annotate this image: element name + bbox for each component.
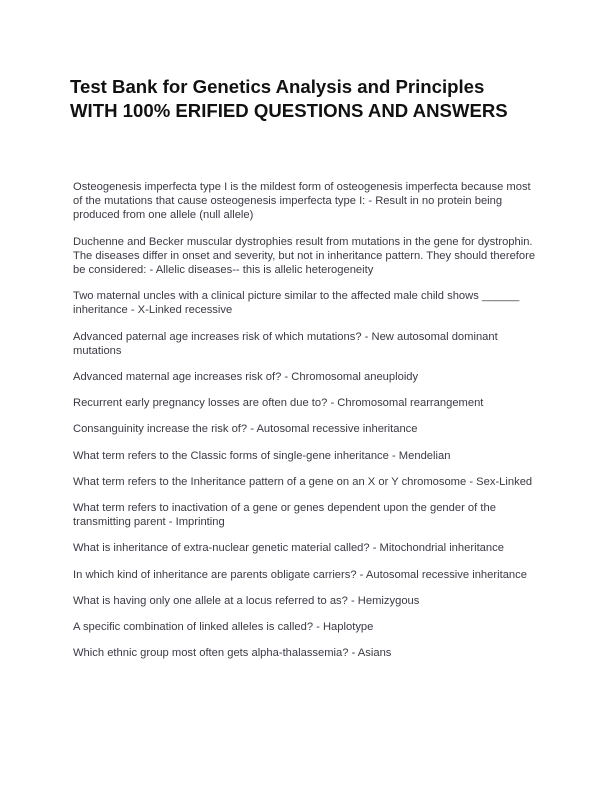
- qa-item: Osteogenesis imperfecta type I is the mildest form of osteogenesis imperfecta because most of the mutations that cause osteogenesis imperfecta type I: - Result in no protein being produced from one allele (null allele): [73, 181, 531, 222]
- qa-item: Consanguinity increase the risk of? - Autosomal recessive inheritance: [73, 423, 418, 436]
- qa-item: What term refers to inactivation of a gene or genes dependent upon the gender of the transmitting parent - Imprinting: [73, 502, 496, 529]
- qa-item: Two maternal uncles with a clinical picture similar to the affected male child shows ______ inheritance - X-Linked recessive: [73, 290, 520, 317]
- qa-item: Recurrent early pregnancy losses are often due to? - Chromosomal rearrangement: [73, 397, 484, 410]
- question-answer-list: [73, 180, 543, 672]
- qa-item: Advanced maternal age increases risk of? - Chromosomal aneuploidy: [73, 371, 419, 384]
- document-title: [70, 75, 550, 123]
- qa-item: Advanced paternal age increases risk of which mutations? - New autosomal dominant mutations: [73, 330, 498, 357]
- qa-item: What term refers to the Classic forms of single-gene inheritance - Mendelian: [73, 449, 451, 462]
- qa-item: A specific combination of linked alleles is called? - Haplotype: [73, 621, 374, 634]
- title-line-2: WITH 100% ERIFIED QUESTIONS AND ANSWERS: [70, 100, 508, 121]
- qa-item: What is inheritance of extra-nuclear genetic material called? - Mitochondrial inheritance: [73, 542, 504, 555]
- qa-item: What term refers to the Inheritance pattern of a gene on an X or Y chromosome - Sex-Linked: [73, 475, 533, 488]
- title-line-1: Test Bank for Genetics Analysis and Principles: [70, 76, 485, 97]
- qa-item: In which kind of inheritance are parents obligate carriers? - Autosomal recessive inheritance: [73, 568, 527, 581]
- qa-item: Which ethnic group most often gets alpha-thalassemia? - Asians: [73, 647, 392, 660]
- qa-item: Duchenne and Becker muscular dystrophies result from mutations in the gene for dystrophin. The diseases differ in onset and severity, but not in inheritance pattern. They should therefore be considered: - Allelic diseases-- this is allelic heterogeneity: [73, 235, 536, 277]
- qa-item: What is having only one allele at a locus referred to as? - Hemizygous: [73, 594, 420, 607]
